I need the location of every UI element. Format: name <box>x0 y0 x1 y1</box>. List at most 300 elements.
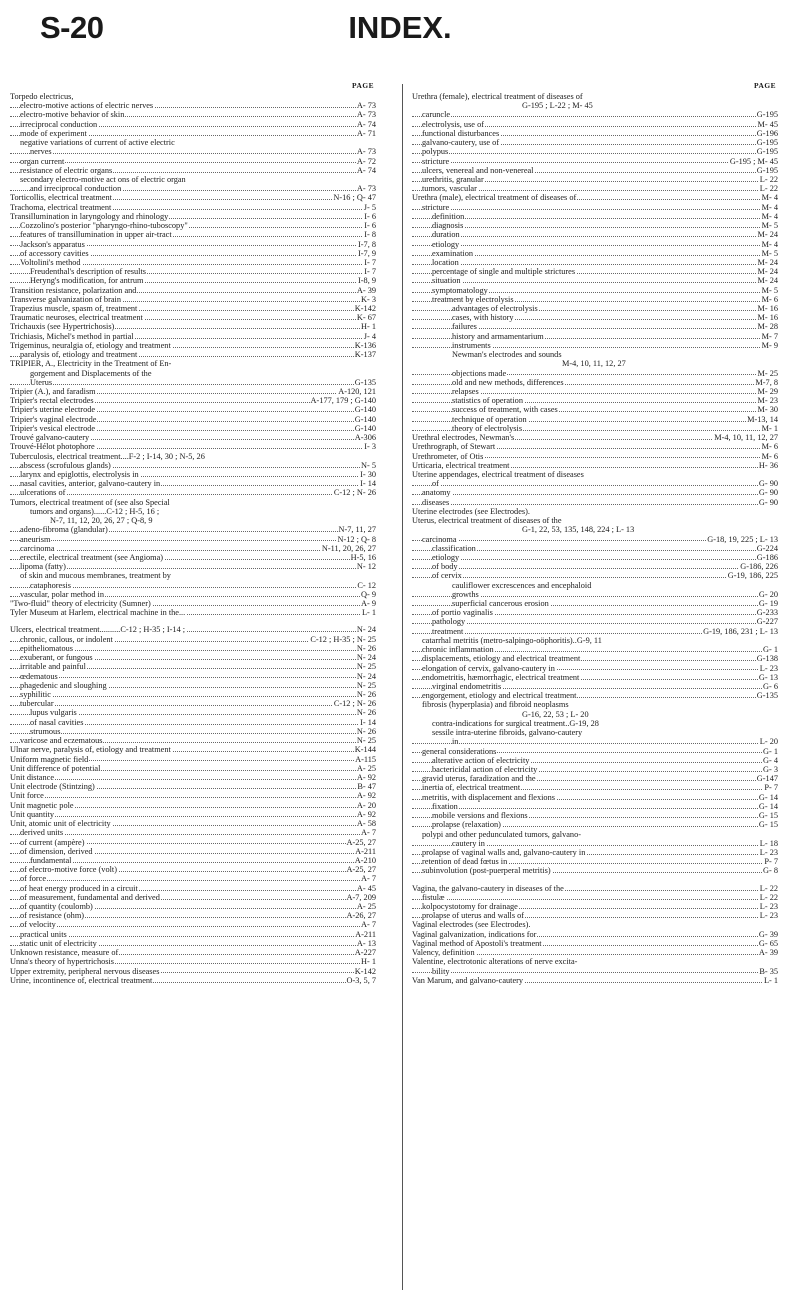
entry-text: G-195 ; L-22 ; M- 45 <box>522 101 593 111</box>
entry-page-ref: M- 24 <box>757 257 778 267</box>
entry-page-ref: M- 16 <box>757 304 778 314</box>
index-entry <box>10 819 376 828</box>
entry-text: treatment by electrolysis <box>432 294 514 304</box>
index-entry <box>10 433 376 442</box>
index-entry <box>412 424 778 433</box>
index-entry <box>412 350 778 359</box>
entry-text: Uniform magnetic field <box>10 754 89 764</box>
entry-text: Unit distance <box>10 772 55 782</box>
index-entry <box>412 341 778 350</box>
index-entry <box>10 764 376 773</box>
entry-page-ref: M- 4 <box>761 239 778 249</box>
index-entry <box>412 967 778 976</box>
index-entry <box>10 581 376 590</box>
entry-page-ref: L- 22 <box>759 892 778 902</box>
index-entry <box>10 736 376 745</box>
entry-text: of skin and mucous membranes, treatment by <box>20 571 171 581</box>
entry-page-ref: M- 5 <box>761 248 778 258</box>
entry-text: TRIPIER, A., Electricity in the Treatment of En- <box>10 359 172 369</box>
entry-page-ref: A- 92 <box>356 791 376 801</box>
entry-page-ref: H- 1 <box>361 322 376 332</box>
entry-text: diseases <box>422 497 450 507</box>
entry-page-ref: N- 5 <box>361 460 376 470</box>
index-entry <box>10 230 376 239</box>
index-entry <box>10 590 376 599</box>
column-divider <box>402 84 403 1290</box>
entry-page-ref: N- 25 <box>356 736 376 746</box>
entry-text: prolapse of vaginal walls and, galvano-cautery in <box>422 847 586 857</box>
entry-text: Valentine, electrotonic alterations of nerve excita- <box>412 957 578 967</box>
entry-text: tumors, vascular <box>422 184 477 194</box>
section-gap <box>10 617 376 625</box>
entry-text: of dimension, derived <box>20 846 93 856</box>
entry-page-ref: B- 35 <box>759 966 778 976</box>
entry-text: of electro-motive force (volt) <box>20 865 117 875</box>
entry-page-ref: A- 25 <box>356 763 376 773</box>
index-entry <box>412 710 778 719</box>
index-entry <box>10 865 376 874</box>
index-entry <box>412 911 778 920</box>
index-entry <box>412 866 778 875</box>
entry-page-ref: G- 1 <box>763 746 778 756</box>
entry-text: Voltolini's method <box>20 257 81 267</box>
index-entry <box>412 820 778 829</box>
entry-text: instruments <box>452 340 491 350</box>
index-entry <box>10 129 376 138</box>
entry-text: Transverse galvanization of brain <box>10 294 121 304</box>
entry-page-ref: G-19, 186, 225 <box>727 571 778 581</box>
index-entry <box>10 92 376 101</box>
index-entry <box>412 479 778 488</box>
entry-page-ref: N- 24 <box>356 671 376 681</box>
index-entry <box>10 562 376 571</box>
entry-text: mobile versions and flexions <box>432 811 528 821</box>
entry-text: Tuberculosis, electrical treatment....F-2 ; I-14, 30 ; N-5, 26 <box>10 451 205 461</box>
entry-text: classification <box>432 543 476 553</box>
index-entry <box>10 405 376 414</box>
entry-text: statistics of operation <box>452 396 523 406</box>
index-entry <box>10 838 376 847</box>
entry-page-ref: G-195 <box>756 147 778 157</box>
entry-page-ref: A- 39 <box>758 948 778 958</box>
page-column-label: PAGE <box>352 81 374 90</box>
entry-text: Upper extremity, peripheral nervous diseases <box>10 966 160 976</box>
index-entry <box>412 957 778 966</box>
entry-text: Torticollis, electrical treatment <box>10 193 112 203</box>
index-entry <box>10 387 376 396</box>
entry-page-ref: G- 14 <box>758 792 778 802</box>
index-entry <box>412 700 778 709</box>
index-entry <box>10 516 376 525</box>
section-gap <box>412 876 778 884</box>
index-entry <box>10 976 376 985</box>
entry-page-ref: A-210 <box>354 855 376 865</box>
index-entry <box>10 672 376 681</box>
entry-text: practical units <box>20 929 67 939</box>
entry-page-ref: M- 24 <box>757 267 778 277</box>
entry-text: Unna's theory of hypertrichosis <box>10 957 115 967</box>
index-entry <box>412 304 778 313</box>
index-entry <box>412 442 778 451</box>
entry-text: Trapezius muscle, spasm of, treatment <box>10 304 138 314</box>
entry-page-ref: C-12 ; N- 26 <box>333 699 376 709</box>
entry-page-ref: A- 9 <box>361 599 376 609</box>
entry-text: location <box>432 257 459 267</box>
entry-text: of force <box>20 874 47 884</box>
index-entry <box>10 828 376 837</box>
entry-text: displacements, etiology and electrical treatment <box>422 654 581 664</box>
entry-page-ref: M- 6 <box>761 294 778 304</box>
entry-text: functional disturbances <box>422 128 500 138</box>
entry-text: Unit magnetic pole <box>10 800 74 810</box>
entry-text: objections made <box>452 368 507 378</box>
entry-text: "Two-fluid" theory of electricity (Sumner) <box>10 599 151 609</box>
entry-page-ref: G-195 <box>756 165 778 175</box>
entry-page-ref: H-5, 16 <box>350 552 376 562</box>
entry-page-ref: G-195 <box>756 110 778 120</box>
entry-text: Unit electrode (Stintzing) <box>10 782 95 792</box>
index-entry <box>10 957 376 966</box>
index-entry <box>412 387 778 396</box>
entry-page-ref: M- 9 <box>761 340 778 350</box>
index-entry <box>10 571 376 580</box>
index-entry <box>10 902 376 911</box>
entry-text: alterative action of electricity <box>432 755 530 765</box>
entry-page-ref: M- 1 <box>761 423 778 433</box>
entry-text: Tripier's rectal electrodes <box>10 396 94 406</box>
entry-text: irreciprocal conduction <box>20 119 98 129</box>
index-entry <box>10 276 376 285</box>
index-entry <box>412 848 778 857</box>
entry-page-ref: G- 4 <box>763 755 778 765</box>
index-entry <box>10 930 376 939</box>
entry-text: fundamental <box>30 855 72 865</box>
entry-page-ref: C-12 ; H-35 ; N- 25 <box>310 634 376 644</box>
entry-page-ref: N- 26 <box>356 690 376 699</box>
index-entry <box>10 221 376 230</box>
entry-text: varicose and eczematous <box>20 736 103 746</box>
entry-text: Urticaria, electrical treatment <box>412 460 510 470</box>
entry-text: of current (ampère) <box>20 837 85 847</box>
entry-page-ref: I- 3 <box>364 442 376 452</box>
entry-page-ref: I- 6 <box>364 221 376 231</box>
entry-page-ref: H- 1 <box>361 957 376 967</box>
index-entry <box>10 415 376 424</box>
entry-text: Trichauxis (see Hypertrichosis) <box>10 322 115 332</box>
index-entry <box>412 930 778 939</box>
index-entry <box>412 258 778 267</box>
index-entry <box>412 682 778 691</box>
entry-text: carcinoma <box>20 543 55 553</box>
entry-text: Tripier's uterine electrode <box>10 405 96 415</box>
index-entry <box>10 874 376 883</box>
entry-page-ref: G-196 <box>756 128 778 138</box>
index-entry <box>10 175 376 184</box>
entry-text: phagedenic and sloughing <box>20 680 107 690</box>
entry-text: general considerations <box>422 746 497 756</box>
entry-page-ref: M- 6 <box>761 451 778 461</box>
entry-text: Heryng's modification, for antrum <box>30 276 144 286</box>
entry-text: Unit difference of potential <box>10 763 101 773</box>
index-entry <box>412 673 778 682</box>
index-entry <box>412 286 778 295</box>
entry-page-ref: I- 6 <box>364 211 376 221</box>
entry-text: caruncle <box>422 110 451 120</box>
entry-page-ref: A- 45 <box>356 883 376 893</box>
entry-text: endometritis, hæmorrhagic, electrical treatment <box>422 672 580 682</box>
page-column-label: PAGE <box>754 81 776 90</box>
entry-text: failures <box>452 322 477 332</box>
entry-page-ref: M- 29 <box>757 387 778 396</box>
index-entry <box>412 203 778 212</box>
index-entry <box>10 535 376 544</box>
index-entry <box>412 507 778 516</box>
index-entry <box>10 507 376 516</box>
entry-page-ref: A-7, 209 <box>346 892 376 902</box>
entry-text: of <box>432 479 439 489</box>
entry-page-ref: L- 22 <box>759 184 778 194</box>
index-entry <box>412 212 778 221</box>
entry-text: syphilitic <box>20 690 51 699</box>
index-entry <box>10 147 376 156</box>
entry-text: Uterine appendages, electrical treatment of diseases <box>412 469 584 479</box>
index-entry <box>412 765 778 774</box>
entry-page-ref: K- 67 <box>356 313 376 323</box>
entry-text: Uterine electrodes (see Electrodes). <box>412 506 530 516</box>
entry-page-ref: L- 22 <box>759 174 778 184</box>
entry-page-ref: N- 12 <box>356 562 376 572</box>
entry-text: Trouvé-Hélot photophore <box>10 442 95 452</box>
entry-page-ref: M- 4 <box>761 202 778 212</box>
entry-text: Uterus, electrical treatment of diseases of the <box>412 516 562 526</box>
entry-text: in <box>452 737 459 747</box>
index-entry <box>10 727 376 736</box>
entry-page-ref: L- 23 <box>759 911 778 921</box>
entry-text: N-7, 11, 12, 20, 26, 27 ; Q-8, 9 <box>50 516 153 526</box>
entry-page-ref: G- 15 <box>758 811 778 821</box>
entry-page-ref: N-16 ; Q- 47 <box>333 193 376 203</box>
index-entry <box>10 138 376 147</box>
index-entry <box>412 774 778 783</box>
index-entry <box>10 461 376 470</box>
index-entry <box>10 525 376 534</box>
index-entry <box>10 635 376 644</box>
entry-page-ref: G-195 ; M- 45 <box>729 156 778 166</box>
entry-text: fibrosis (hyperplasia) and fibroid neoplasms <box>422 700 569 710</box>
right-index-column <box>412 80 778 985</box>
entry-text: mode of experiment <box>20 128 87 138</box>
entry-text: Tripier's vesical electrode <box>10 423 96 433</box>
index-entry <box>412 525 778 534</box>
entry-page-ref: G-224 <box>756 543 778 553</box>
entry-page-ref: M- 28 <box>757 322 778 332</box>
index-entry <box>412 893 778 902</box>
entry-text: secondary electro-motive act ons of electric organ <box>20 174 186 184</box>
entry-page-ref: G-135 <box>354 377 376 387</box>
entry-text: Urethrometer, of Otis <box>412 451 484 461</box>
index-entry <box>412 249 778 258</box>
entry-text: Van Marum, and galvano-cautery <box>412 975 524 985</box>
entry-text: elongation of cervix, galvano-cautery in <box>422 663 555 673</box>
entry-page-ref: G- 65 <box>758 938 778 948</box>
index-entry <box>10 847 376 856</box>
entry-text: stricture <box>422 156 450 166</box>
entry-page-ref: C- 12 <box>357 580 376 590</box>
entry-text: situation <box>432 276 461 286</box>
entry-page-ref: L- 1 <box>361 608 376 618</box>
entry-page-ref: M- 24 <box>757 276 778 286</box>
entry-page-ref: Q- 9 <box>361 589 376 599</box>
entry-page-ref: A-120, 121 <box>338 387 376 396</box>
entry-page-ref: M-4, 10, 11, 12, 27 <box>714 433 778 443</box>
entry-text: Freudenthal's description of results <box>30 267 147 277</box>
entry-page-ref: N- 26 <box>356 708 376 718</box>
entry-page-ref: N- 24 <box>356 653 376 663</box>
index-entry <box>10 782 376 791</box>
index-entry <box>412 783 778 792</box>
entry-page-ref: G- 3 <box>763 764 778 774</box>
index-entry <box>10 249 376 258</box>
entry-text: larynx and epiglottis, electrolysis in <box>20 469 139 479</box>
index-entry <box>412 535 778 544</box>
index-entry <box>412 747 778 756</box>
index-entry <box>412 147 778 156</box>
index-entry <box>412 322 778 331</box>
index-entry <box>412 101 778 110</box>
entry-page-ref: G-140 <box>354 423 376 433</box>
entry-page-ref: O-3, 5, 7 <box>346 975 376 985</box>
entry-page-ref: A- 92 <box>356 772 376 782</box>
entry-text: virginal endometritis <box>432 682 502 691</box>
entry-page-ref: K-142 <box>354 304 376 314</box>
index-entry <box>10 718 376 727</box>
entry-page-ref: A- 73 <box>356 147 376 157</box>
index-entry <box>412 728 778 737</box>
entry-text: Vagina, the galvano-cautery in diseases of the <box>412 883 564 893</box>
index-entry <box>10 240 376 249</box>
entry-text: tumors and organs)......C-12 ; H-5, 16 ; <box>30 506 160 516</box>
entry-text: Ulnar nerve, paralysis of, etiology and treatment <box>10 745 171 755</box>
entry-text: polypus <box>422 147 449 157</box>
index-entry <box>412 590 778 599</box>
entry-page-ref: L- 1 <box>763 975 778 985</box>
index-entry <box>10 203 376 212</box>
index-entry <box>412 433 778 442</box>
index-entry <box>412 544 778 553</box>
index-entry <box>412 193 778 202</box>
index-entry <box>412 313 778 322</box>
entry-text: electro-motive behavior of skin <box>20 110 125 120</box>
entry-page-ref: A- 7 <box>361 920 376 930</box>
entry-page-ref: H- 36 <box>758 460 778 470</box>
entry-page-ref: A- 73 <box>356 184 376 194</box>
entry-page-ref: G- 15 <box>758 820 778 830</box>
entry-page-ref: P- 7 <box>764 783 778 793</box>
entry-page-ref: G- 20 <box>758 589 778 599</box>
entry-text: bactericidal action of electricity <box>432 764 538 774</box>
index-entry <box>10 644 376 653</box>
entry-text: exuberant, or fungous <box>20 653 93 663</box>
entry-page-ref: M- 24 <box>757 230 778 240</box>
entry-page-ref: G-186 <box>756 552 778 562</box>
index-entry <box>412 664 778 673</box>
index-entry <box>412 378 778 387</box>
entry-page-ref: M- 30 <box>757 405 778 415</box>
index-entry <box>10 350 376 359</box>
entry-text: cases, with history <box>452 313 514 323</box>
entry-page-ref: M- 6 <box>761 442 778 452</box>
entry-page-ref: M- 25 <box>757 368 778 378</box>
entry-text: Valency, definition <box>412 948 475 958</box>
index-entry <box>412 802 778 811</box>
entry-page-ref: G- 13 <box>758 672 778 682</box>
entry-text: irritable and painful <box>20 662 86 672</box>
index-entry <box>412 359 778 368</box>
entry-page-ref: A-227 <box>354 948 376 958</box>
entry-page-ref: N- 26 <box>356 726 376 736</box>
entry-page-ref: M-13, 14 <box>747 414 778 424</box>
entry-text: electro-motive actions of electric nerves <box>20 101 154 111</box>
entry-text: duration <box>432 230 460 240</box>
entry-text: stricture <box>422 202 450 212</box>
entry-page-ref: M- 4 <box>761 211 778 221</box>
index-entry <box>10 856 376 865</box>
entry-page-ref: L- 23 <box>759 902 778 912</box>
index-entry <box>412 562 778 571</box>
entry-page-ref: A-211 <box>355 846 376 856</box>
entry-text: percentage of single and multiple strictures <box>432 267 576 277</box>
index-entry <box>412 166 778 175</box>
entry-page-ref: A- 58 <box>356 819 376 829</box>
entry-text: fistulæ <box>422 892 445 902</box>
entry-text: Unit quantity <box>10 809 55 819</box>
entry-page-ref: M- 23 <box>757 396 778 406</box>
entry-page-ref: A- 20 <box>356 800 376 810</box>
entry-page-ref: G-233 <box>756 608 778 618</box>
entry-text: growths <box>452 589 479 599</box>
index-entry <box>10 359 376 368</box>
entry-page-ref: G- 8 <box>763 866 778 876</box>
entry-text: Tumors, electrical treatment of (see also Special <box>10 497 170 507</box>
index-entry <box>10 452 376 461</box>
entry-page-ref: L- 23 <box>759 663 778 673</box>
index-entry <box>412 617 778 626</box>
entry-text: Tyler Museum at Harlem, electrical machine in the... <box>10 608 186 618</box>
entry-text: relapses <box>452 387 479 396</box>
entry-page-ref: A-25, 27 <box>346 865 376 875</box>
entry-text: polypi and other pedunculated tumors, galvano- <box>422 829 581 839</box>
index-entry <box>10 212 376 221</box>
entry-text: prolapse of uterus and walls of <box>422 911 525 921</box>
entry-text: subinvolution (post-puerperal metritis) <box>422 866 551 876</box>
index-entry <box>10 801 376 810</box>
index-entry <box>412 276 778 285</box>
index-entry <box>412 830 778 839</box>
entry-text: of body <box>432 562 458 572</box>
entry-page-ref: I- 7 <box>364 257 376 267</box>
entry-text: cauliflower excrescences and encephaloid <box>452 580 592 590</box>
index-entry <box>10 341 376 350</box>
index-entry <box>10 313 376 322</box>
entry-text: sessile intra-uterine fibroids, galvano-cautery <box>432 728 583 738</box>
entry-text: ulcerations of <box>20 488 66 498</box>
entry-text: Urine, incontinence of, electrical treatment <box>10 975 153 985</box>
index-entry <box>412 267 778 276</box>
entry-page-ref: K-137 <box>354 350 376 360</box>
index-entry <box>10 498 376 507</box>
index-entry <box>412 461 778 470</box>
index-entry <box>10 690 376 699</box>
